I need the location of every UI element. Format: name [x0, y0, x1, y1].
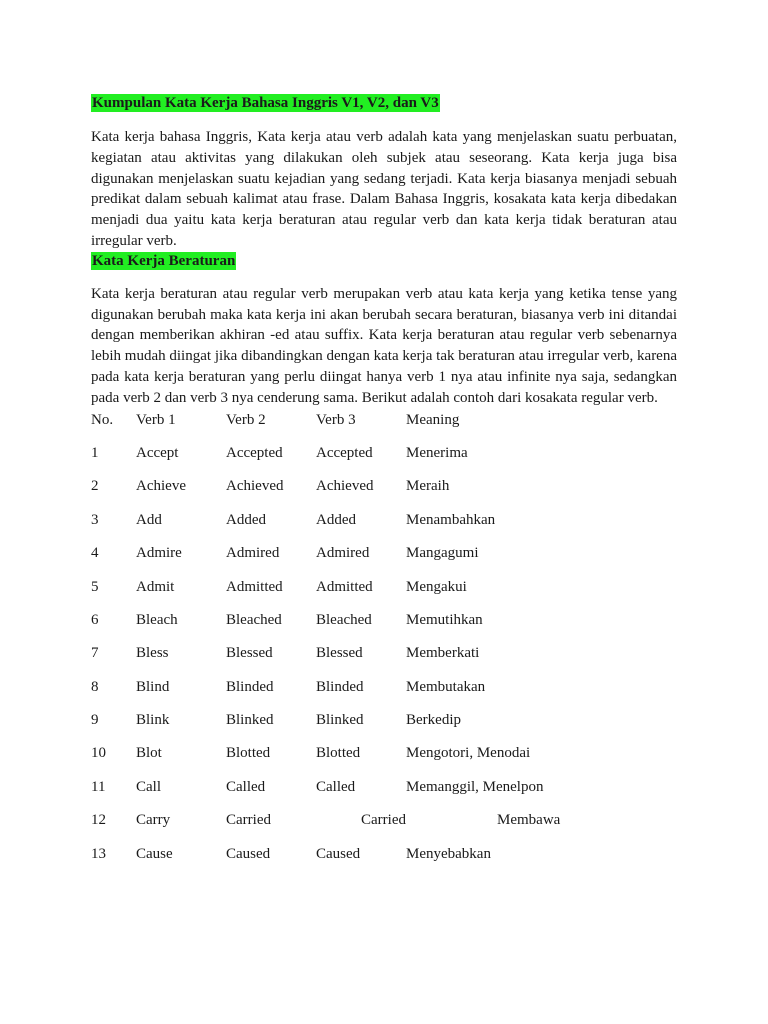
cell-verb3: Admired [316, 545, 370, 562]
cell-no: 11 [91, 778, 106, 795]
cell-verb3: Called [316, 778, 356, 795]
table-header-row [91, 409, 677, 442]
table-row [91, 676, 677, 709]
cell-verb2: Added [226, 511, 266, 528]
table-row [91, 509, 677, 542]
cell-verb2: Called [226, 778, 266, 795]
cell-verb3: Admitted [316, 578, 373, 595]
cell-verb1: Admire [136, 545, 182, 562]
cell-meaning: Menerima [406, 444, 468, 461]
cell-verb3: Carried [361, 812, 406, 829]
cell-verb2: Blinded [226, 678, 274, 695]
cell-meaning: Berkedip [406, 712, 461, 729]
header-verb2: Verb 2 [226, 411, 266, 428]
header-no: No. [91, 411, 114, 428]
cell-verb3: Accepted [316, 444, 373, 461]
cell-verb1: Admit [136, 578, 175, 595]
cell-verb2: Carried [226, 812, 271, 829]
cell-meaning: Membutakan [406, 678, 486, 695]
cell-meaning: Menambahkan [406, 511, 496, 528]
cell-no: 5 [91, 578, 99, 595]
table-row [91, 709, 677, 742]
header-verb1: Verb 1 [136, 411, 176, 428]
cell-verb3: Blessed [316, 645, 363, 662]
cell-verb3: Bleached [316, 611, 372, 628]
cell-no: 3 [91, 511, 99, 528]
cell-no: 8 [91, 678, 99, 695]
cell-no: 1 [91, 444, 99, 461]
cell-no: 13 [91, 845, 106, 862]
cell-verb2: Admired [226, 545, 280, 562]
header-verb3: Verb 3 [316, 411, 356, 428]
table-row [91, 843, 677, 876]
cell-verb3: Caused [316, 845, 361, 862]
cell-verb2: Accepted [226, 444, 283, 461]
table-row [91, 475, 677, 508]
cell-no: 12 [91, 812, 106, 829]
cell-no: 10 [91, 745, 106, 762]
cell-verb2: Bleached [226, 611, 282, 628]
cell-meaning: Memutihkan [406, 611, 483, 628]
cell-meaning: Mengotori, Menodai [406, 745, 531, 762]
cell-verb2: Achieved [226, 478, 284, 495]
cell-verb2: Blotted [226, 745, 271, 762]
cell-verb3: Blinked [316, 712, 364, 729]
cell-verb1: Bless [136, 645, 169, 662]
cell-verb2: Blessed [226, 645, 273, 662]
section-heading: Kata Kerja Beraturan [92, 252, 236, 269]
cell-verb1: Add [136, 511, 162, 528]
cell-meaning: Mengakui [406, 578, 467, 595]
cell-verb2: Admitted [226, 578, 283, 595]
cell-verb1: Blink [136, 712, 170, 729]
header-meaning: Meaning [406, 411, 460, 428]
intro-paragraph: Kata kerja bahasa Inggris, Kata kerja atau verb adalah kata yang menjelaskan suatu perbuatan, kegiatan atau aktivitas yang dilakukan oleh subjek atau seseorang. Kata kerja juga bisa digunakan menjelaskan suatu kejadian yang sedang terjadi. Kata kerja biasanya menjadi sebuah predikat dalam sebuah kalimat atau frase. Dalam Bahasa Inggris, kosakata kata kerja dibedakan menjadi dua yaitu kata kerja beraturan atau regular verb dan kata kerja tidak beraturan atau irregular verb. [91, 129, 677, 249]
verb-table [91, 409, 677, 876]
table-row [91, 609, 677, 642]
cell-verb3: Blinded [316, 678, 364, 695]
cell-meaning: Membawa [497, 812, 561, 829]
cell-no: 9 [91, 712, 99, 729]
table-row [91, 809, 677, 842]
cell-verb3: Added [316, 511, 356, 528]
cell-verb1: Call [136, 778, 161, 795]
cell-meaning: Mangagumi [406, 545, 479, 562]
cell-verb1: Blind [136, 678, 170, 695]
table-row [91, 742, 677, 775]
cell-no: 4 [91, 545, 99, 562]
cell-verb1: Bleach [136, 611, 178, 628]
document-content [91, 94, 677, 876]
cell-verb1: Carry [136, 812, 171, 829]
cell-meaning: Meraih [406, 478, 450, 495]
section-paragraph: Kata kerja beraturan atau regular verb merupakan verb atau kata kerja yang ketika tense yang digunakan berubah maka kata kerja ini akan berubah secara beraturan, biasanya verb ini ditandai dengan memberikan akhiran -ed atau suffix. Kata kerja beraturan atau regular verb sebenarnya lebih mudah diingat jika dibandingkan dengan kata kerja tak beraturan atau irregular verb, karena pada kata kerja beraturan yang perlu diingat hanya verb 1 nya atau infinite nya saja, sedangkan pada verb 2 dan verb 3 nya cenderung sama. Berikut adalah contoh dari kosakata regular verb. [91, 285, 677, 406]
cell-verb1: Achieve [136, 478, 186, 495]
cell-meaning: Memanggil, Menelpon [406, 778, 544, 795]
table-row [91, 576, 677, 609]
table-row [91, 776, 677, 809]
cell-verb3: Achieved [316, 478, 374, 495]
cell-verb3: Blotted [316, 745, 361, 762]
table-row [91, 442, 677, 475]
cell-verb1: Cause [136, 845, 173, 862]
cell-meaning: Memberkati [406, 645, 480, 662]
cell-verb1: Blot [136, 745, 162, 762]
document-title: Kumpulan Kata Kerja Bahasa Inggris V1, V2, dan V3 [92, 95, 439, 111]
cell-verb1: Accept [136, 444, 179, 461]
cell-no: 6 [91, 611, 99, 628]
cell-meaning: Menyebabkan [406, 845, 491, 862]
table-row [91, 642, 677, 675]
cell-no: 7 [91, 645, 99, 662]
table-row [91, 542, 677, 575]
cell-no: 2 [91, 478, 99, 495]
cell-verb2: Caused [226, 845, 271, 862]
cell-verb2: Blinked [226, 712, 274, 729]
